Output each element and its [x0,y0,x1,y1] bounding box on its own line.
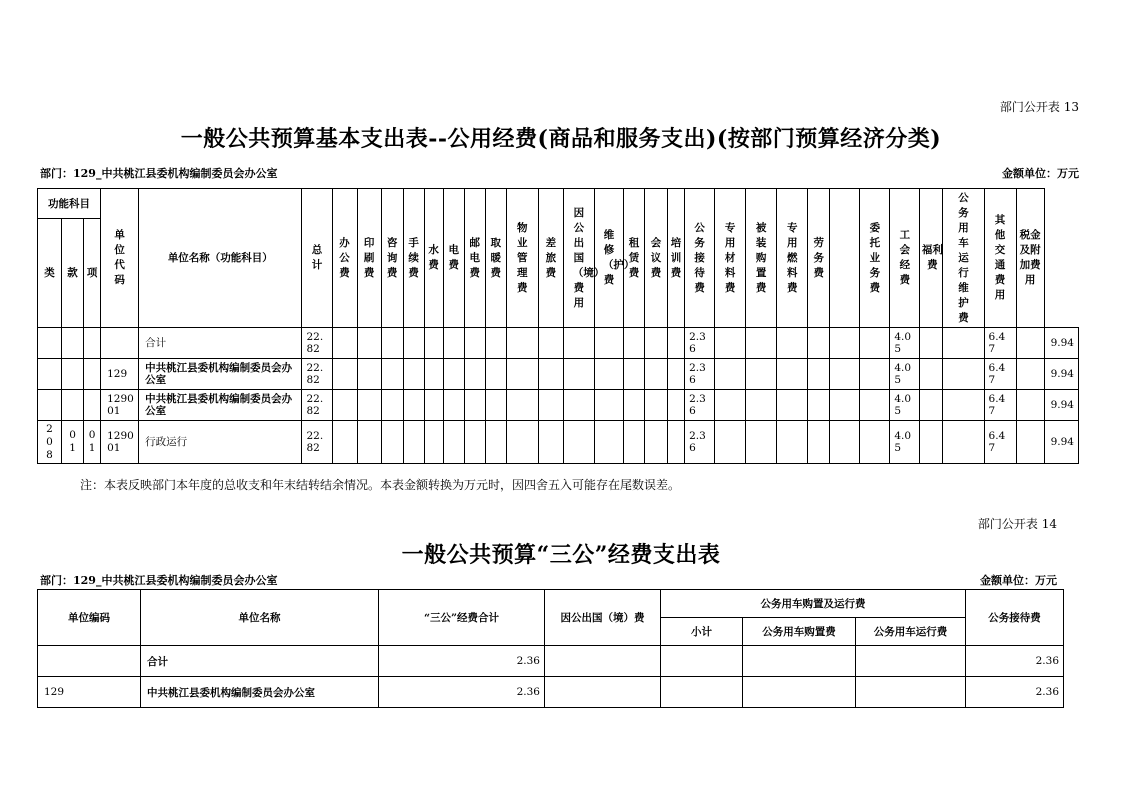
col-header: 被装购置费 [746,189,777,328]
table-row: 129 中共桃江县委机构编制委员会办公室 22.82 2.36 4.05 6.47 9.94 [38,359,1079,390]
table13-title: 一般公共预算基本支出表--公用经费(商品和服务支出)(按部门预算经济分类) [180,126,942,152]
col-header: 水费 [424,189,443,328]
page-number-13: 部门公开表 13 [999,100,1079,114]
table14-title: 一般公共预算“三公”经费支出表 [401,542,721,568]
table13-department: 部门：129_中共桃江县委机构编制委员会办公室 [40,167,278,180]
col-header [830,189,860,328]
unit-name-header: 单位名称 [141,590,379,646]
kuan-header: 款 [62,219,84,328]
col-header: 培训费 [668,189,685,328]
col-header: 福利费 [920,189,943,328]
subtotal-header: 小计 [661,618,743,646]
col-header: 手续费 [403,189,424,328]
car-purchase-header: 公务用车购置费 [743,618,856,646]
unit-code-header: 单位编码 [38,590,141,646]
col-header: 取暖费 [485,189,506,328]
col-header: 物业管理费 [506,189,538,328]
table13-unit: 金额单位：万元 [1002,167,1079,180]
unit-code-header: 单位代码 [101,189,139,328]
col-header: 因公出国（境）费用 [563,189,594,328]
sangong-total-header: “三公”经费合计 [379,590,545,646]
col-header: 办公费 [332,189,357,328]
table13-note: 注：本表反映部门本年度的总收支和年末结转结余情况。本表金额转换为万元时，因四舍五入可能存在尾数误差。 [80,478,681,492]
col-header: 总计 [302,189,332,328]
page-number-14: 部门公开表 14 [977,517,1057,531]
unit-name-header: 单位名称（功能科目） [139,189,302,328]
table-row: 合计 22.82 2.36 4.05 6.47 9.94 [38,328,1079,359]
col-header: 会议费 [645,189,668,328]
col-header: 公务接待费 [685,189,715,328]
col-header: 印刷费 [357,189,381,328]
col-header: 其他交通费用 [984,189,1016,328]
col-header: 税金及附加费用 [1016,189,1044,328]
func-subject-header: 功能科目 [38,189,101,219]
col-header: 公务用车运行维护费 [943,189,984,328]
col-header: 电费 [443,189,464,328]
col-header: 邮电费 [464,189,485,328]
col-header: 租赁费 [623,189,644,328]
table14-unit: 金额单位：万元 [980,574,1057,587]
lei-header: 类 [38,219,62,328]
table13 [37,188,1079,464]
col-header: 劳务费 [808,189,830,328]
col-header: 专用材料费 [715,189,746,328]
col-header: 专用燃料费 [777,189,808,328]
car-operate-header: 公务用车运行费 [856,618,966,646]
col-header: 工会经费 [890,189,920,328]
col-header: 委托业务费 [860,189,890,328]
xiang-header: 项 [84,219,101,328]
col-header: 差旅费 [538,189,563,328]
table-row: 129001 中共桃江县委机构编制委员会办公室 22.82 2.36 4.05 6.47 9.94 [38,390,1079,421]
abroad-header: 因公出国（境）费 [545,590,661,646]
table-row: 208 01 01 129001 行政运行 22.82 2.36 4.05 6.47 9.94 [38,421,1079,464]
col-header: 维修（护）费 [594,189,623,328]
col-header: 咨询费 [381,189,403,328]
table14 [37,589,1064,708]
table-row: 129 中共桃江县委机构编制委员会办公室 2.36 2.36 [38,677,1064,708]
table-row: 合计 2.36 2.36 [38,646,1064,677]
table14-department: 部门：129_中共桃江县委机构编制委员会办公室 [40,574,278,587]
car-group-header: 公务用车购置及运行费 [661,590,966,618]
reception-header: 公务接待费 [966,590,1064,646]
